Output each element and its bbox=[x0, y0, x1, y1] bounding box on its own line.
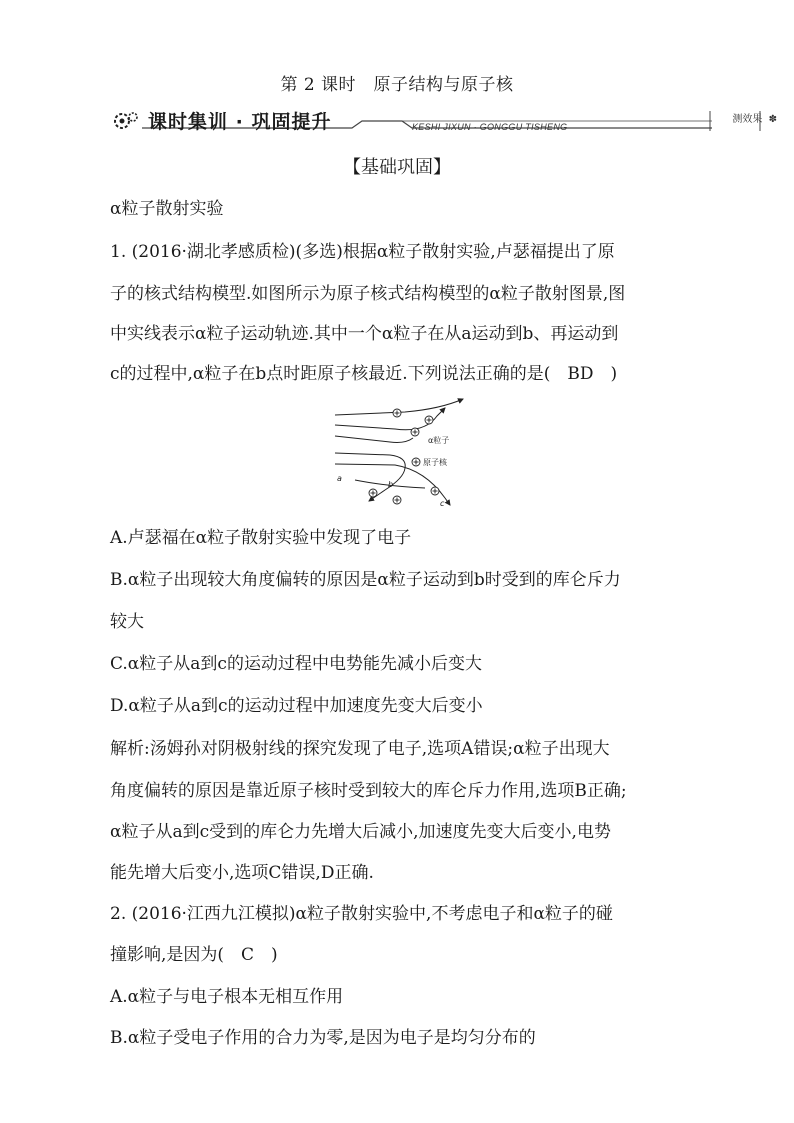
plus-markers bbox=[369, 409, 439, 504]
q1-option-b-line1: B.α粒子出现较大角度偏转的原因是α粒子运动到b时受到的库仑斥力 bbox=[110, 570, 621, 590]
q2-option-a: A.α粒子与电子根本无相互作用 bbox=[110, 987, 344, 1007]
q1-option-b-line2: 较大 bbox=[110, 612, 144, 632]
label-b: b bbox=[388, 480, 394, 489]
q2-option-b: B.α粒子受电子作用的合力为零,是因为电子是均匀分布的 bbox=[110, 1028, 536, 1048]
q2-stem-line2: 撞影响,是因为( C ) bbox=[110, 945, 278, 965]
q1-analysis-line1: 解析:汤姆孙对阴极射线的探究发现了电子,选项A错误;α粒子出现大 bbox=[110, 739, 610, 759]
label-nucleus: 原子核 bbox=[423, 458, 447, 467]
banner-pinyin: KESHI JIXUN · GONGGU TISHENG bbox=[412, 122, 568, 132]
banner-right-text: 测效果 bbox=[732, 114, 763, 125]
flower-icon: ✽ bbox=[768, 114, 777, 125]
q1-analysis-line3: α粒子从a到c受到的库仑力先增大后减小,加速度先变大后变小,电势 bbox=[110, 822, 611, 842]
banner-right-label bbox=[732, 110, 777, 125]
q2-stem-line1: 2. (2016·江西九江模拟)α粒子散射实验中,不考虑电子和α粒子的碰 bbox=[110, 904, 613, 924]
label-alpha-particle: α粒子 bbox=[428, 436, 450, 445]
topic-heading: α粒子散射实验 bbox=[110, 199, 224, 219]
section-banner bbox=[112, 107, 777, 135]
page-title: 第 2 课时 原子结构与原子核 bbox=[280, 75, 514, 95]
q1-stem-line2: 子的核式结构模型.如图所示为原子核式结构模型的α粒子散射图景,图 bbox=[110, 284, 626, 304]
banner-title: 课时集训 · 巩固提升 bbox=[148, 111, 332, 133]
label-c: c bbox=[440, 499, 445, 508]
gear-icon bbox=[112, 109, 142, 133]
q1-option-c: C.α粒子从a到c的运动过程中电势能先减小后变大 bbox=[110, 654, 482, 674]
q1-stem-line1: 1. (2016·湖北孝感质检)(多选)根据α粒子散射实验,卢瑟福提出了原 bbox=[110, 242, 615, 262]
q1-stem-line4: c的过程中,α粒子在b点时距原子核最近.下列说法正确的是( BD ) bbox=[110, 364, 618, 384]
scattering-diagram bbox=[325, 398, 475, 513]
label-a: a bbox=[337, 474, 342, 483]
trajectory-3 bbox=[335, 436, 413, 443]
q1-option-a: A.卢瑟福在α粒子散射实验中发现了电子 bbox=[110, 528, 412, 548]
q1-analysis-line2: 角度偏转的原因是靠近原子核时受到较大的库仑斥力作用,选项B正确; bbox=[110, 781, 627, 801]
q1-analysis-line4: 能先增大后变小,选项C错误,D正确. bbox=[110, 863, 374, 883]
q1-stem-line3: 中实线表示α粒子运动轨迹.其中一个α粒子在从a运动到b、再运动到 bbox=[110, 324, 619, 344]
section-heading: 【基础巩固】 bbox=[343, 157, 451, 178]
q1-option-d: D.α粒子从a到c的运动过程中加速度先变大后变小 bbox=[110, 696, 483, 716]
